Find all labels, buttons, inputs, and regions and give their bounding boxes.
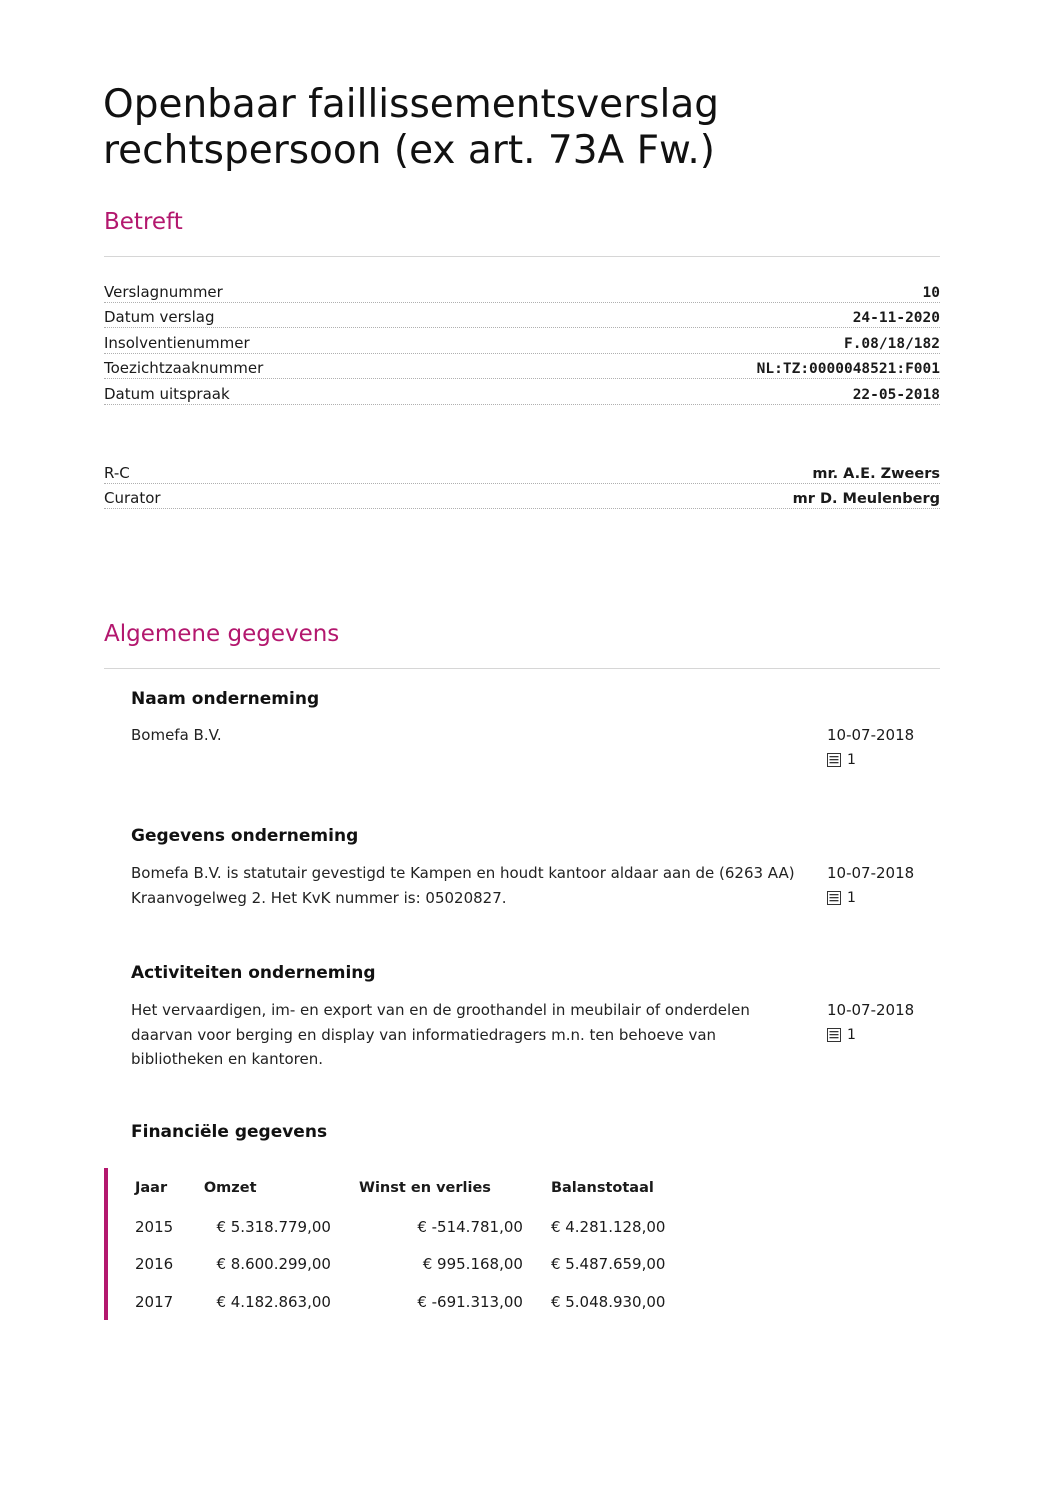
cell-year: 2015 — [135, 1217, 174, 1236]
cell-year: 2017 — [135, 1292, 174, 1311]
divider — [104, 668, 940, 669]
document-icon — [827, 753, 841, 767]
document-link[interactable] — [827, 748, 937, 773]
cell-omzet: € 5.318.779,00 — [216, 1217, 331, 1236]
cell-omzet: € 4.182.863,00 — [216, 1292, 331, 1311]
betreft-table — [104, 277, 940, 405]
document-link[interactable] — [827, 1023, 937, 1048]
entry-text-gegevens: Bomefa B.V. is statutair gevestigd te Kampen en houdt kantoor aldaar aan de (6263 AA) Kraanvogelweg 2. Het KvK nummer is: 05020827. — [131, 864, 795, 907]
kv-value: F.08/18/182 — [843, 335, 940, 352]
cell-omzet: € 8.600.299,00 — [216, 1255, 331, 1274]
kv-value: 22-05-2018 — [852, 386, 940, 403]
kv-label: Datum uitspraak — [104, 384, 230, 403]
entry-text-activiteiten: Het vervaardigen, im- en export van en de groothandel in meubilair of onderdelen daarvan voor berging en display van informatiedragers m.n. ten behoeve van bibliotheken en kantoren. — [131, 1001, 750, 1068]
financial-block — [104, 1168, 708, 1320]
document-number: 1 — [847, 889, 856, 906]
section-heading-algemeen: Algemene gegevens — [104, 621, 340, 647]
column-header-winst: Winst en verlies — [358, 1180, 491, 1196]
entry-meta-activiteiten — [827, 998, 937, 1047]
kv-value: 10 — [922, 284, 940, 301]
kv-row-toezichtzaaknummer — [104, 354, 940, 380]
cell-balans: € 5.048.930,00 — [550, 1292, 666, 1311]
kv-value: 24-11-2020 — [852, 310, 940, 326]
column-header-omzet: Omzet — [203, 1180, 257, 1196]
entry-title-gegevens: Gegevens onderneming — [131, 826, 359, 846]
entry-date: 10-07-2018 — [827, 726, 915, 744]
document-icon — [827, 1028, 841, 1042]
cell-balans: € 5.487.659,00 — [550, 1255, 666, 1274]
kv-label: R-C — [104, 463, 130, 482]
document-icon — [827, 891, 841, 905]
kv-value: NL:TZ:0000048521:F001 — [756, 361, 940, 377]
title-line-1: Openbaar faillissementsverslag — [103, 82, 719, 127]
document-link[interactable] — [827, 886, 937, 911]
entry-date: 10-07-2018 — [827, 1001, 915, 1019]
cell-winst: € 995.168,00 — [422, 1255, 523, 1274]
kv-row-verslagnummer — [104, 277, 940, 303]
page-title — [103, 82, 943, 174]
document-number: 1 — [847, 751, 856, 768]
entry-date: 10-07-2018 — [827, 864, 915, 882]
kv-value: mr D. Meulenberg — [792, 491, 940, 507]
entry-title-activiteiten: Activiteiten onderneming — [131, 963, 376, 983]
kv-row-datum-verslag — [104, 303, 940, 329]
divider — [104, 256, 940, 257]
financial-title: Financiële gegevens — [131, 1122, 328, 1142]
kv-label: Insolventienummer — [104, 333, 250, 352]
kv-label: Toezichtzaaknummer — [104, 359, 264, 377]
kv-value: mr. A.E. Zweers — [812, 465, 940, 482]
document-number: 1 — [847, 1026, 856, 1043]
column-header-balans: Balanstotaal — [550, 1180, 654, 1196]
entry-meta-naam — [827, 723, 937, 772]
title-line-2: rechtspersoon (ex art. 73A Fw.) — [103, 128, 715, 173]
kv-row-rc — [104, 458, 940, 484]
cell-year: 2016 — [135, 1255, 174, 1274]
kv-label: Datum verslag — [104, 308, 215, 326]
cell-winst: € -691.313,00 — [417, 1292, 523, 1311]
kv-row-datum-uitspraak — [104, 379, 940, 405]
table-row — [135, 1283, 708, 1321]
persons-table — [104, 458, 940, 509]
column-header-jaar: Jaar — [135, 1180, 168, 1196]
entry-meta-gegevens — [827, 861, 937, 910]
table-row — [135, 1208, 708, 1246]
section-heading-betreft: Betreft — [104, 209, 183, 235]
kv-row-insolventienummer — [104, 328, 940, 354]
entry-title-naam: Naam onderneming — [131, 689, 320, 709]
cell-winst: € -514.781,00 — [417, 1217, 523, 1236]
table-row — [135, 1246, 708, 1284]
cell-balans: € 4.281.128,00 — [550, 1217, 666, 1236]
entry-text-naam: Bomefa B.V. — [131, 726, 222, 744]
kv-row-curator — [104, 484, 940, 510]
kv-label: Curator — [104, 489, 161, 507]
kv-label: Verslagnummer — [104, 282, 223, 301]
table-header-row — [135, 1168, 708, 1208]
financial-table — [135, 1168, 708, 1321]
